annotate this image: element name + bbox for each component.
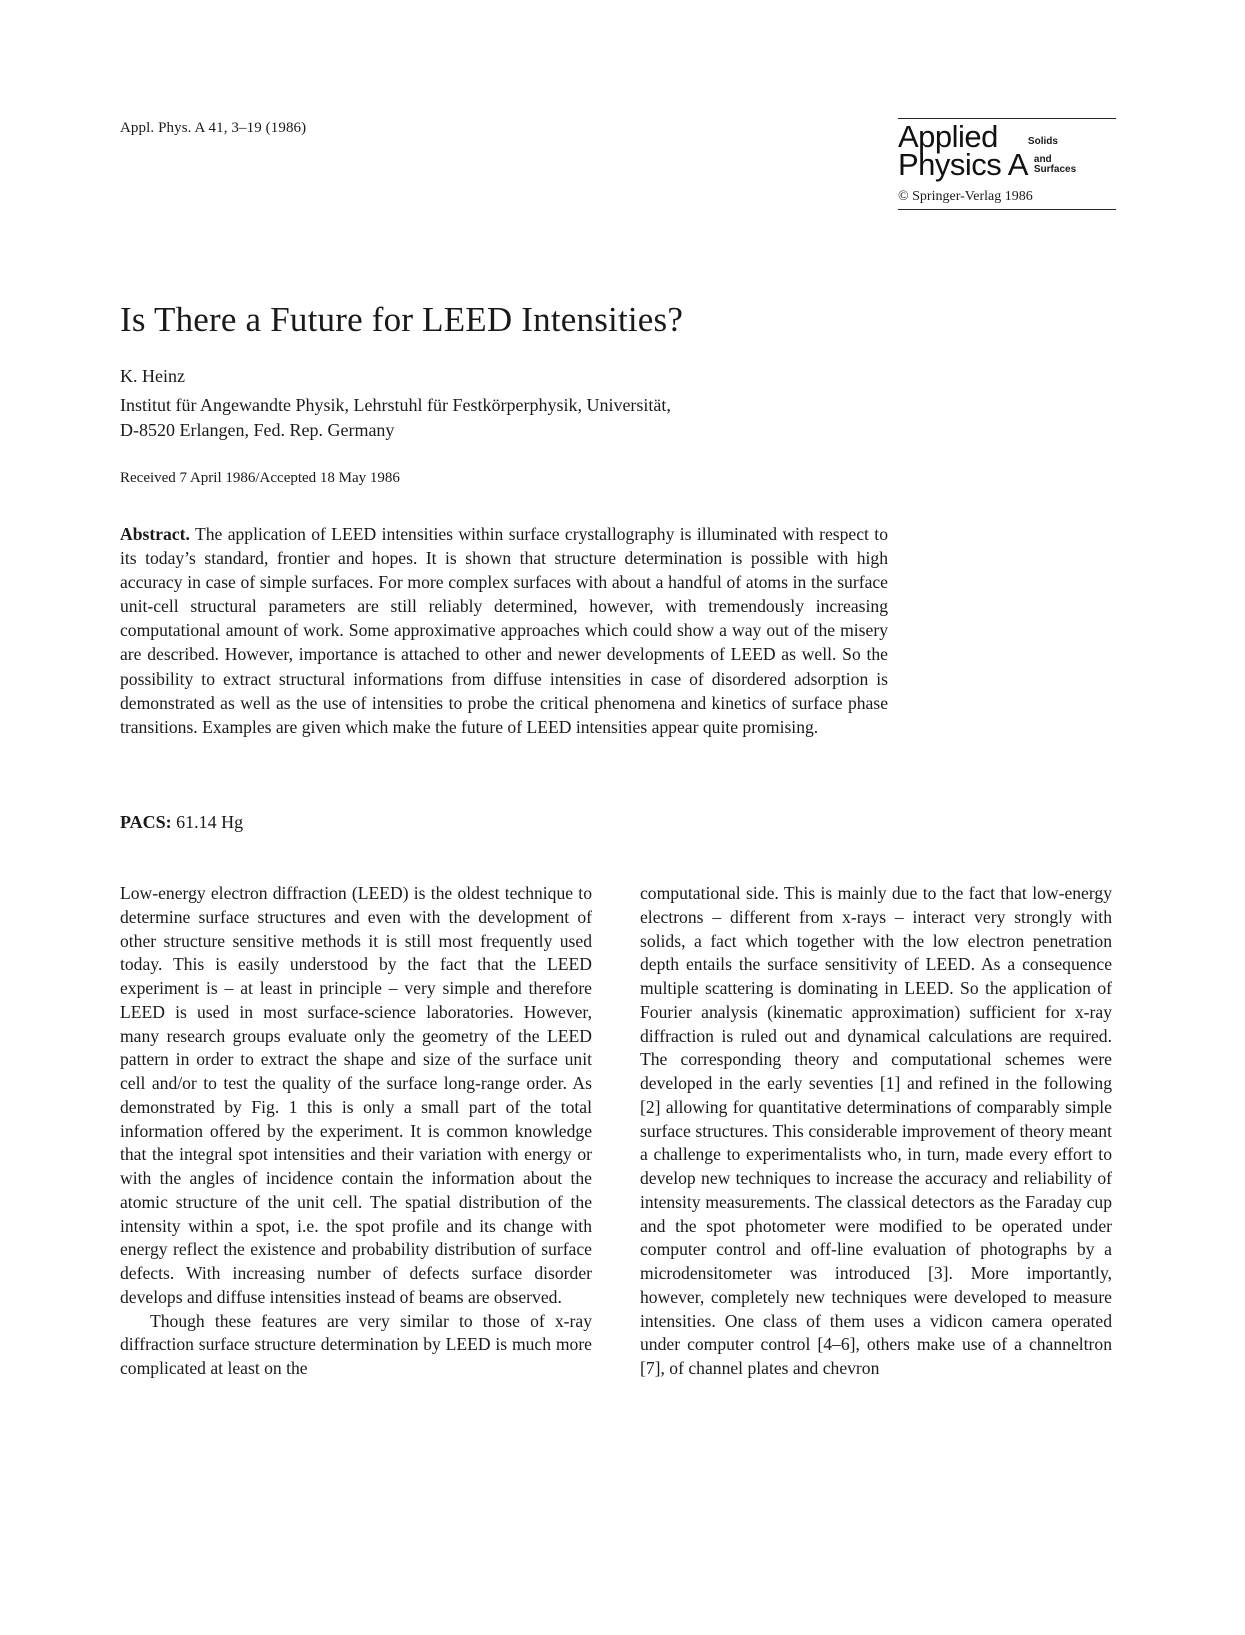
received-accepted-dates: Received 7 April 1986/Accepted 18 May 1986 (120, 470, 400, 486)
affiliation-line-1: Institut für Angewandte Physik, Lehrstuhl für Festkörperphysik, Universität, (120, 395, 671, 415)
body-column-right (640, 882, 1112, 1381)
journal-logo-solids: Solids (1027, 136, 1058, 148)
journal-citation: Appl. Phys. A 41, 3–19 (1986) (120, 120, 307, 136)
affiliation-line-2: D-8520 Erlangen, Fed. Rep. Germany (120, 420, 395, 440)
pacs-line (120, 812, 243, 833)
journal-logo-and: and (1033, 153, 1052, 165)
journal-logo-subtitle (1034, 155, 1076, 179)
publisher-copyright: © Springer-Verlag 1986 (898, 188, 1033, 204)
pacs-value: 61.14 Hg (171, 812, 244, 832)
body-paragraph: Though these features are very similar to those of x-ray diffraction surface structure determination by LEED is much more complicated at least on the (120, 1310, 592, 1378)
journal-logo-row-2 (898, 146, 1116, 182)
body-column-left (120, 882, 592, 1381)
body-paragraph: computational side. This is mainly due to the fact that low-energy electrons – different from x-rays – interact very strongly with solids, a fact which together with the low electron penetration depth entails the surface sensitivity of LEED. As a consequence multiple scattering is dominating in LEED. So the application of Fourier analysis (kinematic approximation) sufficient for x-ray diffraction is ruled out and dynamical calculations are required. The corresponding theory and computational schemes were developed in the early seventies [1] and refined in the following [2] allowing for quantitative determinations of comparably simple surface structures. This considerable improvement of theory meant a challenge to experimentalists who, in turn, made every effort to develop new techniques to increase the accuracy and reliability of intensity measurements. The classical detectors as the Faraday cup and the spot photometer were modified to be operated under computer control and off-line evaluation of photographs by a microdensitometer was introduced [3]. More importantly, however, completely new techniques were developed to measure intensities. One class of them uses a vidicon camera operated under computer control [4–6], others make use of a channeltron [7], of channel plates and chevron (640, 883, 1112, 1378)
journal-logo-applied: Applied (898, 119, 998, 154)
pacs-label: PACS: (120, 812, 172, 832)
journal-logo-surfaces: Surfaces (1033, 164, 1077, 176)
body-paragraph: Low-energy electron diffraction (LEED) is the oldest technique to determine surface structures and even with the development of other structure sensitive methods it is still most frequently used today. This is easily understood by the fact that the LEED experiment is – at least in principle – very simple and therefore LEED is used in most surface-science laboratories. However, many research groups evaluate only the geometry of the LEED pattern in order to extract the shape and size of the surface unit cell and/or to test the quality of the surface long-range order. As demonstrated by Fig. 1 this is only a small part of the total information offered by the experiment. It is common knowledge that the integral spot intensities and their variation with energy or with the angles of incidence contain the information about the atomic structure of the unit cell. The spatial distribution of the intensity within a spot, i.e. the spot profile and its change with energy reflect the existence and probability distribution of surface defects. With increasing number of defects surface disorder develops and diffuse intensities instead of beams are observed. (120, 883, 592, 1307)
abstract-text: The application of LEED intensities within surface crystallography is illuminated with respect to its today’s standard, frontier and hopes. It is shown that structure determination is possible with high accuracy in case of simple surfaces. For more complex surfaces with about a handful of atoms in the surface unit-cell structural parameters are still reliably determined, however, with tremendously increasing computational amount of work. Some approximative approaches which could show a way out of the misery are described. However, importance is attached to other and newer developments of LEED as well. So the possibility to extract structural informations from diffuse intensities in case of disordered adsorption is demonstrated as well as the use of intensities to probe the critical phenomena and kinetics of surface phase transitions. Examples are given which make the future of LEED intensities appear quite promising. (120, 524, 888, 737)
article-author: K. Heinz (120, 366, 185, 386)
journal-logo-physics-a: Physics A (898, 146, 1028, 182)
abstract-label: Abstract. (120, 524, 190, 544)
article-title: Is There a Future for LEED Intensities? (120, 300, 684, 339)
author-affiliation (120, 393, 880, 443)
abstract (120, 522, 888, 739)
journal-logo-block (898, 118, 1116, 210)
